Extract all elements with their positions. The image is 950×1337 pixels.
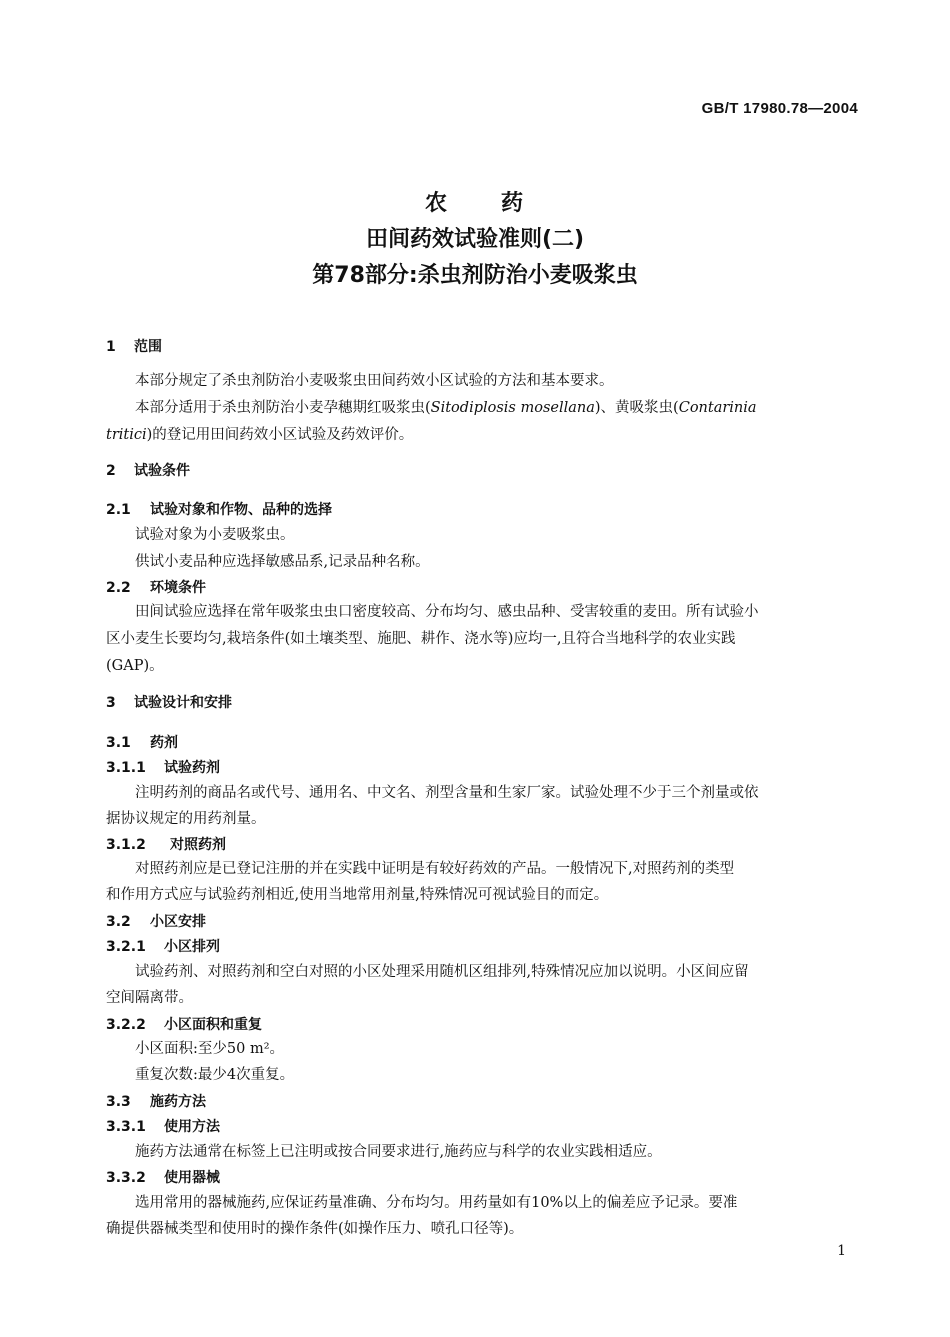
section-3-3-2-line-2: 确提供器械类型和使用时的操作条件(如操作压力、喷孔口径等)。 bbox=[106, 1221, 524, 1237]
section-3-1-1-line-1: 注明药剂的商品名或代号、通用名、中文名、剂型含量和生家厂家。试验处理不少于三个剂量或依 bbox=[135, 785, 759, 801]
section-2-2-heading: 2.2 环境条件 bbox=[106, 580, 206, 596]
section-3-2-heading: 3.2 小区安排 bbox=[106, 914, 206, 930]
section-1-heading: 1 范围 bbox=[106, 339, 162, 355]
section-2-2-line-1: 田间试验应选择在常年吸浆虫虫口密度较高、分布均匀、感虫品种、受害较重的麦田。所有试验小 bbox=[135, 604, 759, 620]
section-3-1-1-heading: 3.1.1 试验药剂 bbox=[106, 760, 220, 776]
section-3-1-2-line-1: 对照药剂应是已登记注册的并在实践中证明是有较好药效的产品。一般情况下,对照药剂的类型 bbox=[135, 861, 735, 877]
section-3-2-2-paragraph-1: 小区面积:至少50 m²。 bbox=[135, 1041, 285, 1057]
section-3-1-2-heading: 3.1.2 对照药剂 bbox=[106, 837, 226, 853]
section-3-3-2-heading: 3.3.2 使用器械 bbox=[106, 1170, 220, 1186]
title-line-1: 农 药 bbox=[424, 191, 526, 216]
standard-code: GB/T 17980.78—2004 bbox=[701, 100, 858, 117]
section-1-paragraph-2-line-2: tritici)的登记用田间药效小区试验及药效评价。 bbox=[106, 427, 414, 443]
section-3-1-heading: 3.1 药剂 bbox=[106, 735, 178, 751]
section-3-3-heading: 3.3 施药方法 bbox=[106, 1094, 206, 1110]
section-3-3-1-paragraph: 施药方法通常在标签上已注明或按合同要求进行,施药应与科学的农业实践相适应。 bbox=[135, 1144, 662, 1160]
section-2-1-heading: 2.1 试验对象和作物、品种的选择 bbox=[106, 502, 332, 518]
section-3-1-1-line-2: 据协议规定的用药剂量。 bbox=[106, 811, 266, 827]
section-3-2-2-paragraph-2: 重复次数:最少4次重复。 bbox=[135, 1067, 295, 1083]
section-3-3-2-line-1: 选用常用的器械施药,应保证药量准确、分布均匀。用药量如有10%以上的偏差应予记录。要准 bbox=[135, 1195, 738, 1211]
title-line-2: 田间药效试验准则(二) bbox=[365, 227, 585, 252]
section-3-2-1-line-2: 空间隔离带。 bbox=[106, 990, 193, 1006]
section-2-1-paragraph-1: 试验对象为小麦吸浆虫。 bbox=[135, 527, 295, 543]
section-3-2-2-heading: 3.2.2 小区面积和重复 bbox=[106, 1017, 262, 1033]
section-2-2-line-2: 区小麦生长要均匀,栽培条件(如土壤类型、施肥、耕作、浇水等)应均一,且符合当地科学的农业实践 bbox=[106, 631, 736, 647]
section-3-1-2-line-2: 和作用方式应与试验药剂相近,使用当地常用剂量,特殊情况可视试验目的而定。 bbox=[106, 887, 609, 903]
section-3-2-1-heading: 3.2.1 小区排列 bbox=[106, 939, 220, 955]
section-2-1-paragraph-2: 供试小麦品种应选择敏感品系,记录品种名称。 bbox=[135, 554, 430, 570]
section-3-2-1-line-1: 试验药剂、对照药剂和空白对照的小区处理采用随机区组排列,特殊情况应加以说明。小区间应留 bbox=[135, 964, 749, 980]
section-3-heading: 3 试验设计和安排 bbox=[106, 695, 232, 711]
section-1-paragraph-2-line-1: 本部分适用于杀虫剂防治小麦孕穗期红吸浆虫(Sitodiplosis mosellana)、黄吸浆虫(Contarinia bbox=[135, 400, 757, 416]
section-2-heading: 2 试验条件 bbox=[106, 463, 190, 479]
section-2-2-line-3: (GAP)。 bbox=[106, 658, 164, 674]
section-1-paragraph-1: 本部分规定了杀虫剂防治小麦吸浆虫田间药效小区试验的方法和基本要求。 bbox=[135, 373, 614, 389]
title-line-3: 第78部分:杀虫剂防治小麦吸浆虫 bbox=[312, 263, 638, 288]
section-3-3-1-heading: 3.3.1 使用方法 bbox=[106, 1119, 220, 1135]
page-number: 1 bbox=[837, 1243, 846, 1259]
